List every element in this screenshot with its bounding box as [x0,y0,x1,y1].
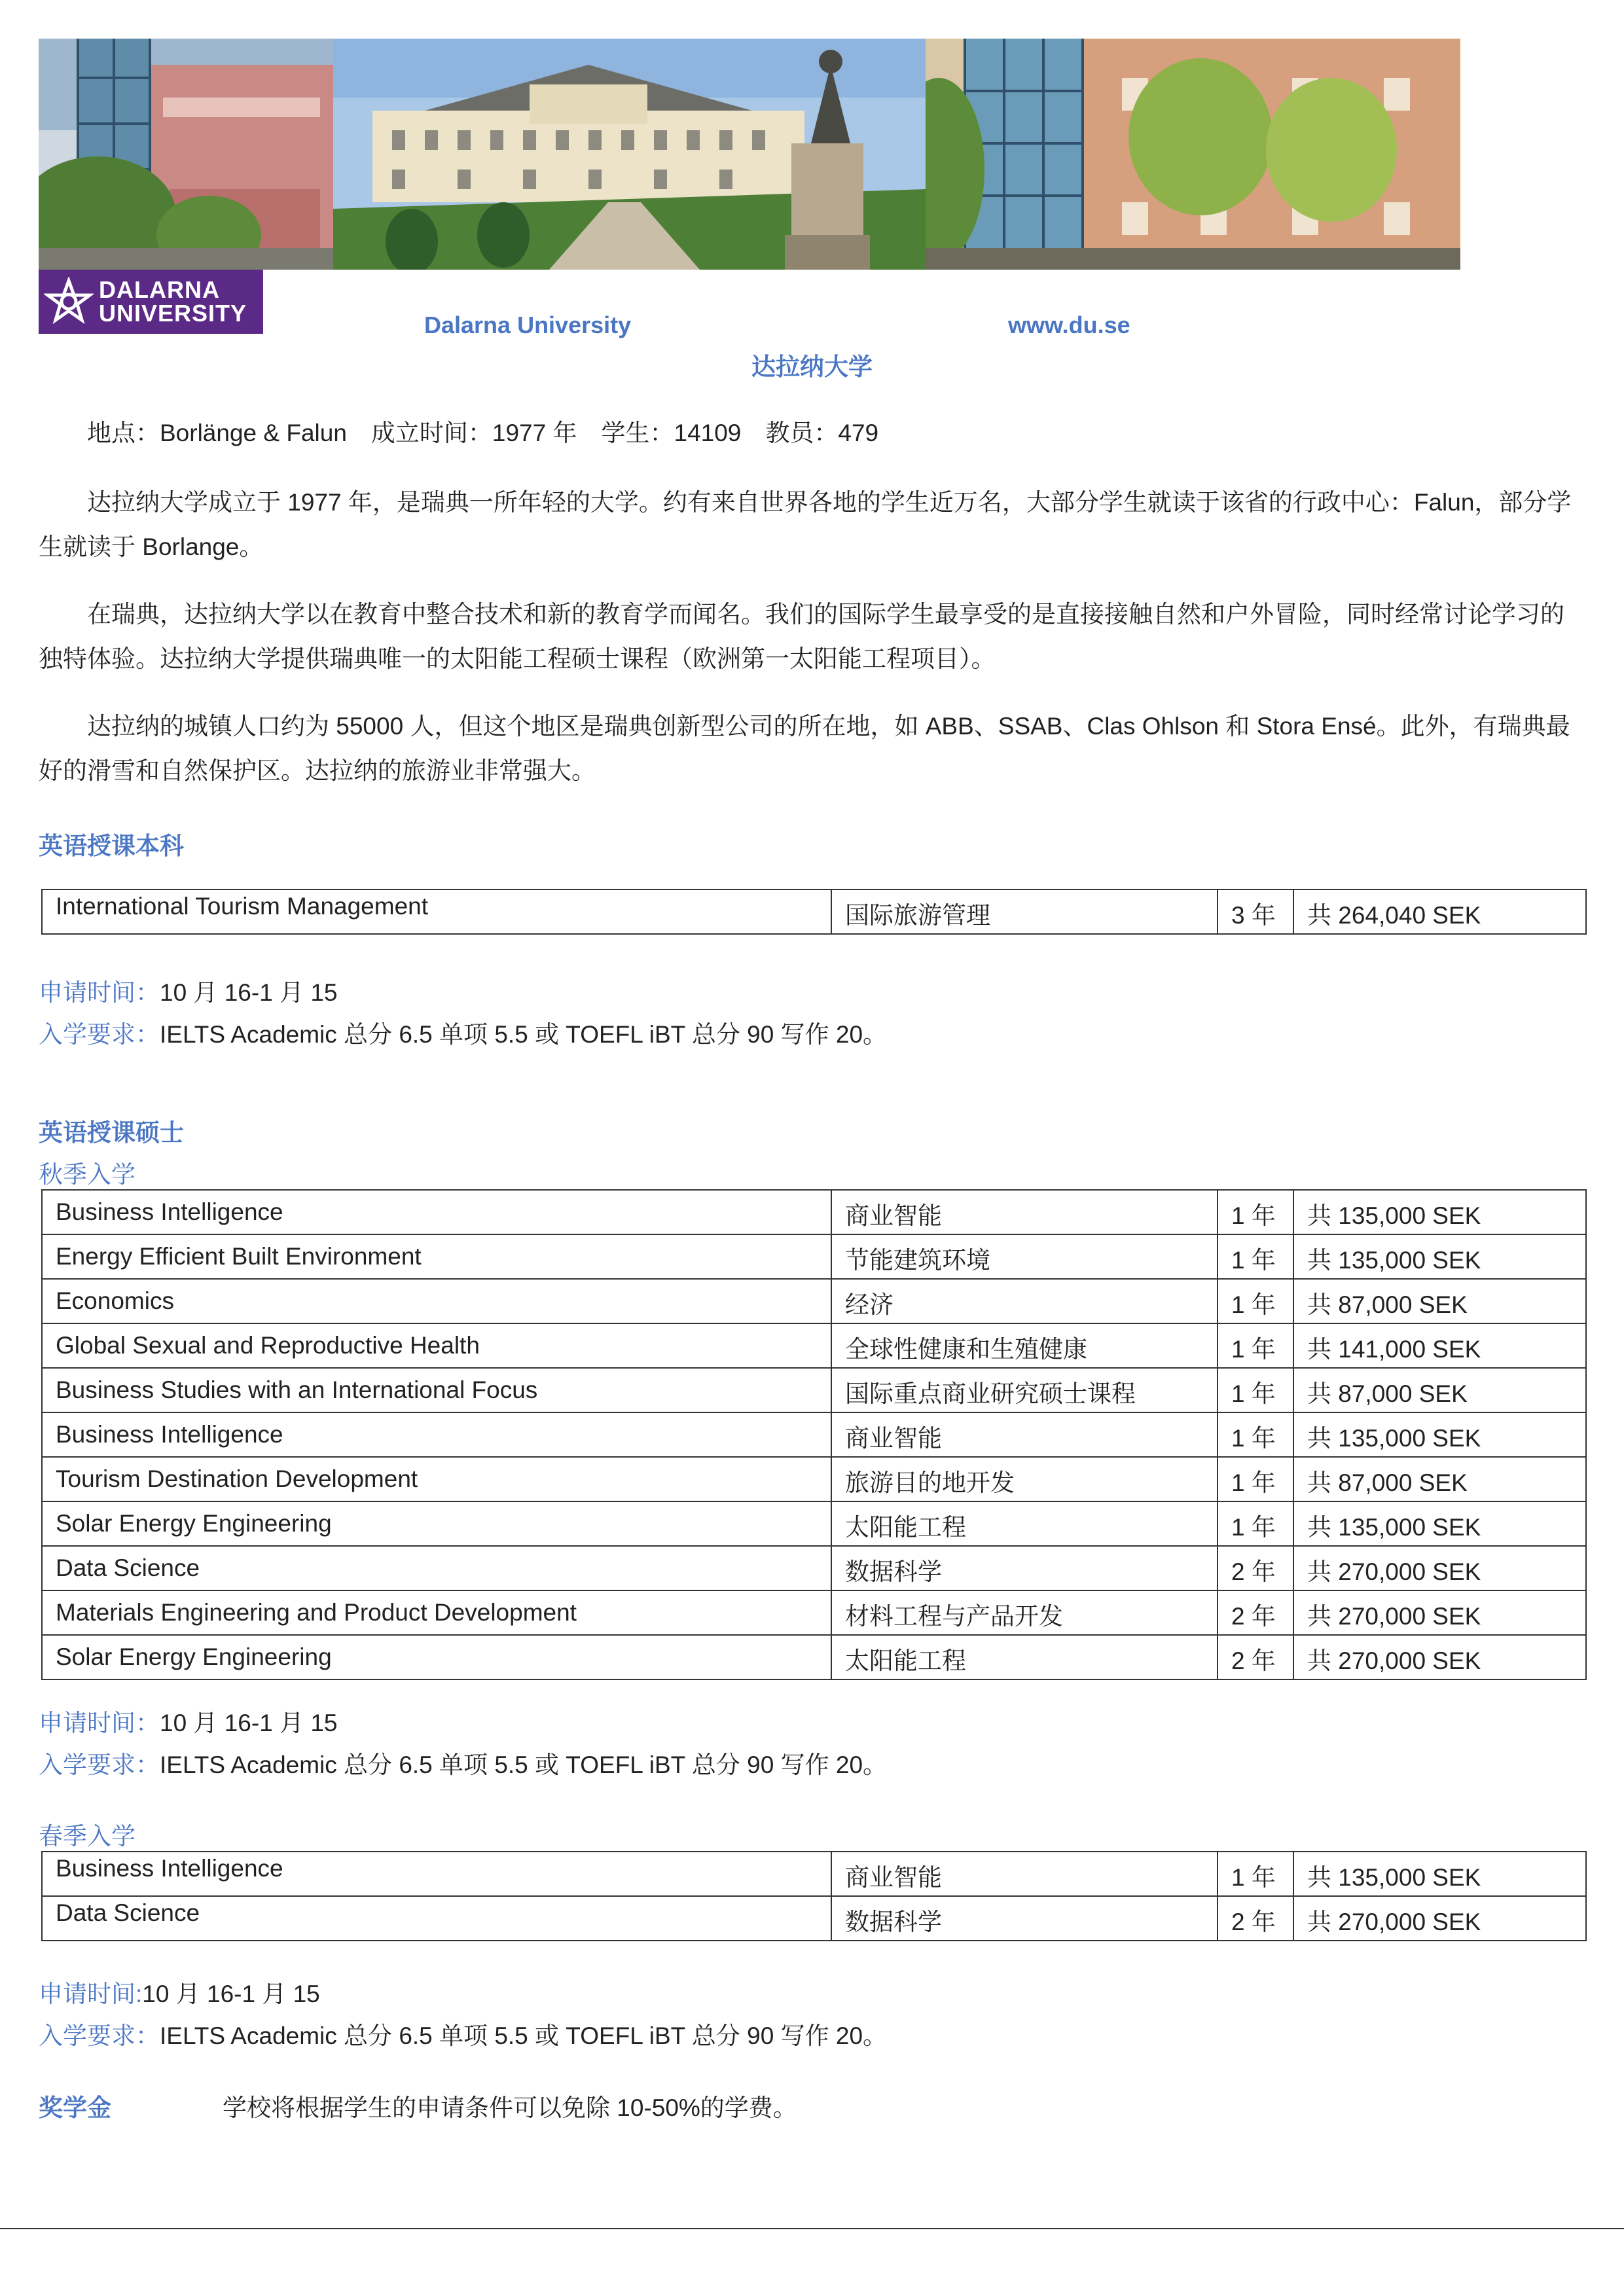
program-years: 2 年 [1218,1590,1293,1635]
table-row [42,1368,1586,1412]
autumn-requirements [39,1745,887,1780]
program-en: Global Sexual and Reproductive Health [42,1323,831,1368]
logo-emblem-icon [44,277,94,327]
program-years: 1 年 [1218,1190,1293,1234]
program-fee: 共 87,000 SEK [1293,1457,1586,1501]
logo-line2: UNIVERSITY [99,300,247,327]
program-fee: 共 87,000 SEK [1293,1368,1586,1412]
bachelor-deadline [39,973,337,1008]
program-fee: 共 264,040 SEK [1293,889,1586,934]
program-fee: 共 270,000 SEK [1293,1590,1586,1635]
program-cn: 经济 [831,1279,1218,1323]
program-years: 2 年 [1218,1635,1293,1679]
bachelor-heading: 英语授课本科 [39,833,184,859]
requirements-label: 入学要求： [39,1021,160,1048]
logo-line1: DALARNA [99,276,220,303]
table-row [42,1896,1586,1941]
table-row [42,1546,1586,1590]
program-years: 1 年 [1218,1234,1293,1279]
deadline-value: 10 月 16-1 月 15 [160,1710,338,1736]
program-cn: 数据科学 [831,1896,1218,1941]
program-cn: 旅游目的地开发 [831,1457,1218,1501]
program-fee: 共 135,000 SEK [1293,1501,1586,1546]
program-years: 1 年 [1218,1279,1293,1323]
bachelor-requirements [39,1014,887,1050]
deadline-value: 10 月 16-1 月 15 [160,979,338,1006]
university-name-cn: 达拉纳大学 [751,353,873,380]
program-cn: 节能建筑环境 [831,1234,1218,1279]
program-cn: 商业智能 [831,1852,1218,1896]
program-cn: 商业智能 [831,1190,1218,1234]
table-row [42,1323,1586,1368]
intro-paragraph-1 [39,480,1587,569]
table-row [42,1635,1586,1679]
table-row [42,1190,1586,1234]
program-cn: 数据科学 [831,1546,1218,1590]
program-cn: 国际旅游管理 [831,889,1218,934]
facts-text: 地点：Borlänge & Falun 成立时间：1977 年 学生：14109 教员：479 [87,420,879,446]
intro-paragraph-2-text: 在瑞典，达拉纳大学以在教育中整合技术和新的教育学而闻名。我们的国际学生最享受的是直接接触自然和户外冒险，同时经常讨论学习的独特体验。达拉纳大学提供瑞典唯一的太阳能工程硕士课程（欧洲第一太阳能工程项目）。 [39,601,1564,672]
master-heading: 英语授课硕士 [39,1119,184,1146]
footer-divider [0,2228,1624,2229]
program-cn: 商业智能 [831,1412,1218,1457]
header-banner [39,39,1460,270]
requirements-value: IELTS Academic 总分 6.5 单项 5.5 或 TOEFL iBT 总分 90 写作 20。 [160,1021,888,1048]
requirements-label: 入学要求： [39,1751,160,1778]
requirements-value: IELTS Academic 总分 6.5 单项 5.5 或 TOEFL iBT 总分 90 写作 20。 [160,1751,888,1778]
spring-intake-heading: 春季入学 [39,1823,135,1850]
table-row [42,1590,1586,1635]
logo-wordmark [99,278,247,325]
master-spring-table [41,1851,1587,1941]
program-cn: 太阳能工程 [831,1635,1218,1679]
program-fee: 共 135,000 SEK [1293,1234,1586,1279]
program-fee: 共 270,000 SEK [1293,1896,1586,1941]
deadline-label: 申请时间: [39,1981,143,2007]
palace-garden-photo [333,39,926,270]
deadline-value: 10 月 16-1 月 15 [142,1981,320,2007]
autumn-intake-heading: 秋季入学 [39,1161,135,1188]
program-en: Data Science [42,1896,831,1941]
program-years: 1 年 [1218,1323,1293,1368]
table-row [42,889,1586,934]
requirements-label: 入学要求： [39,2022,160,2049]
table-row [42,1457,1586,1501]
table-row [42,1501,1586,1546]
website-link[interactable]: www.du.se [1008,312,1130,338]
program-fee: 共 270,000 SEK [1293,1635,1586,1679]
program-years: 1 年 [1218,1457,1293,1501]
program-fee: 共 135,000 SEK [1293,1190,1586,1234]
table-row [42,1279,1586,1323]
program-years: 3 年 [1218,889,1293,934]
program-en: Data Science [42,1546,831,1590]
autumn-deadline [39,1703,337,1738]
program-en: Business Intelligence [42,1852,831,1896]
intro-paragraph-2 [39,592,1587,681]
deadline-label: 申请时间： [39,979,160,1006]
scholarship-text: 学校将根据学生的申请条件可以免除 10-50%的学费。 [223,2094,797,2121]
program-years: 1 年 [1218,1852,1293,1896]
intro-paragraph-3-text: 达拉纳的城镇人口约为 55000 人，但这个地区是瑞典创新型公司的所在地，如 ABB、SSAB、Clas Ohlson 和 Stora Ensé。此外，有瑞典最好的滑雪和自然保护区。达拉纳的旅游业非常强大。 [39,713,1570,784]
program-fee: 共 135,000 SEK [1293,1412,1586,1457]
intro-paragraph-3 [39,704,1587,793]
modern-campus-photo [926,39,1460,270]
university-name-en: Dalarna University [424,312,632,338]
spring-requirements [39,2016,887,2051]
program-en: Solar Energy Engineering [42,1635,831,1679]
master-autumn-table [41,1189,1587,1680]
spring-deadline [39,1974,320,2009]
program-cn: 太阳能工程 [831,1501,1218,1546]
campus-building-photo [39,39,333,270]
program-en: Economics [42,1279,831,1323]
program-en: Business Studies with an International Focus [42,1368,831,1412]
table-row [42,1412,1586,1457]
scholarship-label: 奖学金 [39,2094,111,2121]
table-row [42,1852,1586,1896]
program-years: 1 年 [1218,1412,1293,1457]
program-en: Solar Energy Engineering [42,1501,831,1546]
intro-paragraph-1-text: 达拉纳大学成立于 1977 年，是瑞典一所年轻的大学。约有来自世界各地的学生近万名，大部分学生就读于该省的行政中心：Falun，部分学生就读于 Borlange。 [39,489,1572,560]
program-en: Energy Efficient Built Environment [42,1234,831,1279]
program-years: 1 年 [1218,1501,1293,1546]
program-years: 2 年 [1218,1546,1293,1590]
program-fee: 共 270,000 SEK [1293,1546,1586,1590]
facts-line [39,411,1587,456]
program-years: 1 年 [1218,1368,1293,1412]
program-en: Tourism Destination Development [42,1457,831,1501]
university-logo [39,270,263,334]
program-years: 2 年 [1218,1896,1293,1941]
program-en: Materials Engineering and Product Development [42,1590,831,1635]
deadline-label: 申请时间： [39,1710,160,1736]
program-cn: 材料工程与产品开发 [831,1590,1218,1635]
table-row [42,1234,1586,1279]
program-en: Business Intelligence [42,1412,831,1457]
program-fee: 共 141,000 SEK [1293,1323,1586,1368]
program-fee: 共 87,000 SEK [1293,1279,1586,1323]
bachelor-table [41,889,1587,935]
requirements-value: IELTS Academic 总分 6.5 单项 5.5 或 TOEFL iBT 总分 90 写作 20。 [160,2022,888,2049]
program-cn: 全球性健康和生殖健康 [831,1323,1218,1368]
program-cn: 国际重点商业研究硕士课程 [831,1368,1218,1412]
program-en: International Tourism Management [42,889,831,934]
program-fee: 共 135,000 SEK [1293,1852,1586,1896]
program-en: Business Intelligence [42,1190,831,1234]
